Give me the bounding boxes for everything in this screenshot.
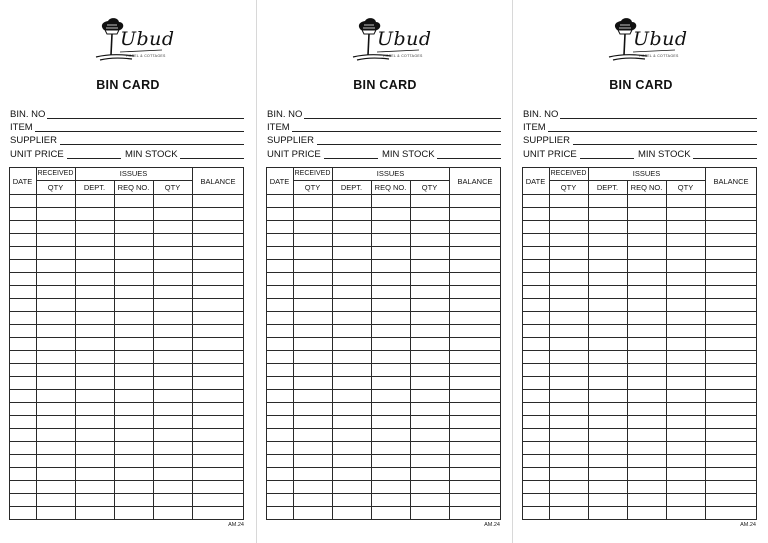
bin-no-field[interactable] xyxy=(560,118,757,119)
table-rule xyxy=(449,167,450,520)
table-rule xyxy=(522,363,757,364)
unit-price-label: UNIT PRICE xyxy=(267,149,321,160)
table-rule xyxy=(9,298,244,299)
bin-no-field[interactable] xyxy=(304,118,501,119)
req-no-header: REQ NO. xyxy=(374,183,407,192)
table-rule xyxy=(266,311,501,312)
table-rule xyxy=(266,194,501,195)
balance-header: BALANCE xyxy=(713,177,749,186)
form-title: BIN CARD xyxy=(353,78,417,92)
table-rule xyxy=(266,363,501,364)
table-rule xyxy=(549,167,550,520)
table-rule xyxy=(266,376,501,377)
item-label: ITEM xyxy=(267,122,290,133)
brand-tagline: HOTEL & COTTAGES xyxy=(126,54,166,58)
received-header: RECEIVED xyxy=(37,170,74,177)
table-rule xyxy=(266,519,501,520)
unit-price-field[interactable] xyxy=(324,158,378,159)
brand-name: Ubud xyxy=(120,28,175,50)
bin-no-label: BIN. NO xyxy=(523,109,559,120)
table-rule xyxy=(266,402,501,403)
table-rule xyxy=(522,337,757,338)
received-header: RECEIVED xyxy=(294,170,331,177)
table-rule xyxy=(522,220,757,221)
issues-qty-header: QTY xyxy=(677,183,694,192)
table-rule xyxy=(9,519,244,520)
item-field[interactable] xyxy=(548,131,757,132)
table-rule xyxy=(9,167,244,168)
min-stock-field[interactable] xyxy=(437,158,501,159)
table-rule xyxy=(36,167,37,520)
issues-header: ISSUES xyxy=(119,169,148,178)
supplier-label: SUPPLIER xyxy=(523,135,570,146)
min-stock-label: MIN STOCK xyxy=(638,149,691,160)
table-rule xyxy=(266,220,501,221)
table-rule xyxy=(9,454,244,455)
unit-price-field[interactable] xyxy=(580,158,634,159)
table-rule xyxy=(9,506,244,507)
received-header: RECEIVED xyxy=(550,170,587,177)
form-code: AM.24 xyxy=(228,522,244,528)
table-rule xyxy=(266,441,501,442)
unit-price-field[interactable] xyxy=(67,158,121,159)
form-code: AM.24 xyxy=(484,522,500,528)
unit-price-label: UNIT PRICE xyxy=(523,149,577,160)
balance-header: BALANCE xyxy=(457,177,493,186)
item-field[interactable] xyxy=(35,131,244,132)
table-rule xyxy=(522,415,757,416)
bin-no-label: BIN. NO xyxy=(267,109,303,120)
table-rule xyxy=(192,167,193,520)
supplier-label: SUPPLIER xyxy=(267,135,314,146)
stock-table xyxy=(266,167,501,520)
supplier-field[interactable] xyxy=(60,144,244,145)
table-rule xyxy=(9,493,244,494)
balance-header: BALANCE xyxy=(200,177,236,186)
table-rule xyxy=(9,246,244,247)
min-stock-field[interactable] xyxy=(693,158,757,159)
table-rule xyxy=(9,194,244,195)
table-rule xyxy=(522,389,757,390)
table-rule xyxy=(522,350,757,351)
table-rule xyxy=(666,180,667,520)
table-rule xyxy=(9,376,244,377)
table-rule xyxy=(266,493,501,494)
table-rule xyxy=(522,167,523,520)
table-rule xyxy=(522,194,757,195)
table-rule xyxy=(9,259,244,260)
form-title: BIN CARD xyxy=(96,78,160,92)
table-rule xyxy=(9,480,244,481)
table-rule xyxy=(9,337,244,338)
table-rule xyxy=(522,246,757,247)
table-rule xyxy=(627,180,628,520)
supplier-field[interactable] xyxy=(317,144,501,145)
table-rule xyxy=(522,376,757,377)
table-rule xyxy=(243,167,244,520)
date-header: DATE xyxy=(525,177,546,186)
table-rule xyxy=(266,415,501,416)
table-rule xyxy=(266,285,501,286)
table-rule xyxy=(9,415,244,416)
table-rule xyxy=(588,167,589,520)
table-rule xyxy=(522,259,757,260)
table-rule xyxy=(266,272,501,273)
table-rule xyxy=(266,428,501,429)
table-rule xyxy=(522,285,757,286)
table-rule xyxy=(266,467,501,468)
req-no-header: REQ NO. xyxy=(630,183,663,192)
logo xyxy=(347,10,432,66)
logo xyxy=(90,10,175,66)
issues-qty-header: QTY xyxy=(421,183,438,192)
table-rule xyxy=(522,298,757,299)
table-rule xyxy=(9,167,10,520)
received-qty-header: QTY xyxy=(560,183,577,192)
table-rule xyxy=(522,233,757,234)
table-rule xyxy=(266,233,501,234)
table-rule xyxy=(522,428,757,429)
min-stock-label: MIN STOCK xyxy=(125,149,178,160)
table-rule xyxy=(266,167,501,168)
table-rule xyxy=(522,402,757,403)
bin-card-2 xyxy=(256,0,512,543)
table-rule xyxy=(522,519,757,520)
table-rule xyxy=(266,389,501,390)
table-rule xyxy=(75,167,76,520)
table-rule xyxy=(266,298,501,299)
issues-header: ISSUES xyxy=(632,169,661,178)
table-rule xyxy=(522,454,757,455)
issues-qty-header: QTY xyxy=(164,183,181,192)
table-rule xyxy=(522,311,757,312)
date-header: DATE xyxy=(269,177,290,186)
table-rule xyxy=(266,506,501,507)
table-rule xyxy=(9,467,244,468)
table-rule xyxy=(266,246,501,247)
stock-table xyxy=(9,167,244,520)
table-rule xyxy=(705,167,706,520)
issues-header: ISSUES xyxy=(376,169,405,178)
min-stock-label: MIN STOCK xyxy=(382,149,435,160)
received-qty-header: QTY xyxy=(304,183,321,192)
bin-card-1 xyxy=(0,0,256,543)
item-field[interactable] xyxy=(292,131,501,132)
table-rule xyxy=(500,167,501,520)
brand-name: Ubud xyxy=(377,28,432,50)
table-rule xyxy=(522,324,757,325)
table-rule xyxy=(266,454,501,455)
min-stock-field[interactable] xyxy=(180,158,244,159)
table-rule xyxy=(756,167,757,520)
table-rule xyxy=(522,441,757,442)
bin-card-3 xyxy=(512,0,768,543)
dept-header: DEPT. xyxy=(596,183,619,192)
table-rule xyxy=(266,207,501,208)
bin-no-field[interactable] xyxy=(47,118,244,119)
table-rule xyxy=(9,363,244,364)
table-rule xyxy=(266,337,501,338)
table-rule xyxy=(9,311,244,312)
supplier-field[interactable] xyxy=(573,144,757,145)
brand-tagline: HOTEL & COTTAGES xyxy=(639,54,679,58)
dept-header: DEPT. xyxy=(340,183,363,192)
table-rule xyxy=(522,167,757,168)
date-header: DATE xyxy=(12,177,33,186)
table-rule xyxy=(522,493,757,494)
logo xyxy=(603,10,688,66)
table-rule xyxy=(114,180,115,520)
stock-table xyxy=(522,167,757,520)
table-rule xyxy=(266,350,501,351)
table-rule xyxy=(266,259,501,260)
table-rule xyxy=(9,402,244,403)
brand-tagline: HOTEL & COTTAGES xyxy=(383,54,423,58)
table-rule xyxy=(293,167,294,520)
form-title: BIN CARD xyxy=(609,78,673,92)
table-rule xyxy=(332,167,333,520)
form-code: AM.24 xyxy=(740,522,756,528)
table-rule xyxy=(266,480,501,481)
table-rule xyxy=(522,467,757,468)
table-rule xyxy=(522,207,757,208)
table-rule xyxy=(410,180,411,520)
table-rule xyxy=(9,207,244,208)
table-rule xyxy=(9,233,244,234)
item-label: ITEM xyxy=(523,122,546,133)
table-rule xyxy=(371,180,372,520)
received-qty-header: QTY xyxy=(47,183,64,192)
req-no-header: REQ NO. xyxy=(117,183,150,192)
table-rule xyxy=(522,480,757,481)
table-rule xyxy=(9,324,244,325)
supplier-label: SUPPLIER xyxy=(10,135,57,146)
table-rule xyxy=(266,167,267,520)
table-rule xyxy=(9,350,244,351)
table-rule xyxy=(9,285,244,286)
brand-name: Ubud xyxy=(633,28,688,50)
table-rule xyxy=(9,428,244,429)
table-rule xyxy=(153,180,154,520)
table-rule xyxy=(266,324,501,325)
table-rule xyxy=(522,506,757,507)
table-rule xyxy=(9,441,244,442)
unit-price-label: UNIT PRICE xyxy=(10,149,64,160)
table-rule xyxy=(9,389,244,390)
dept-header: DEPT. xyxy=(83,183,106,192)
table-rule xyxy=(9,220,244,221)
item-label: ITEM xyxy=(10,122,33,133)
table-rule xyxy=(522,272,757,273)
table-rule xyxy=(9,272,244,273)
bin-no-label: BIN. NO xyxy=(10,109,46,120)
